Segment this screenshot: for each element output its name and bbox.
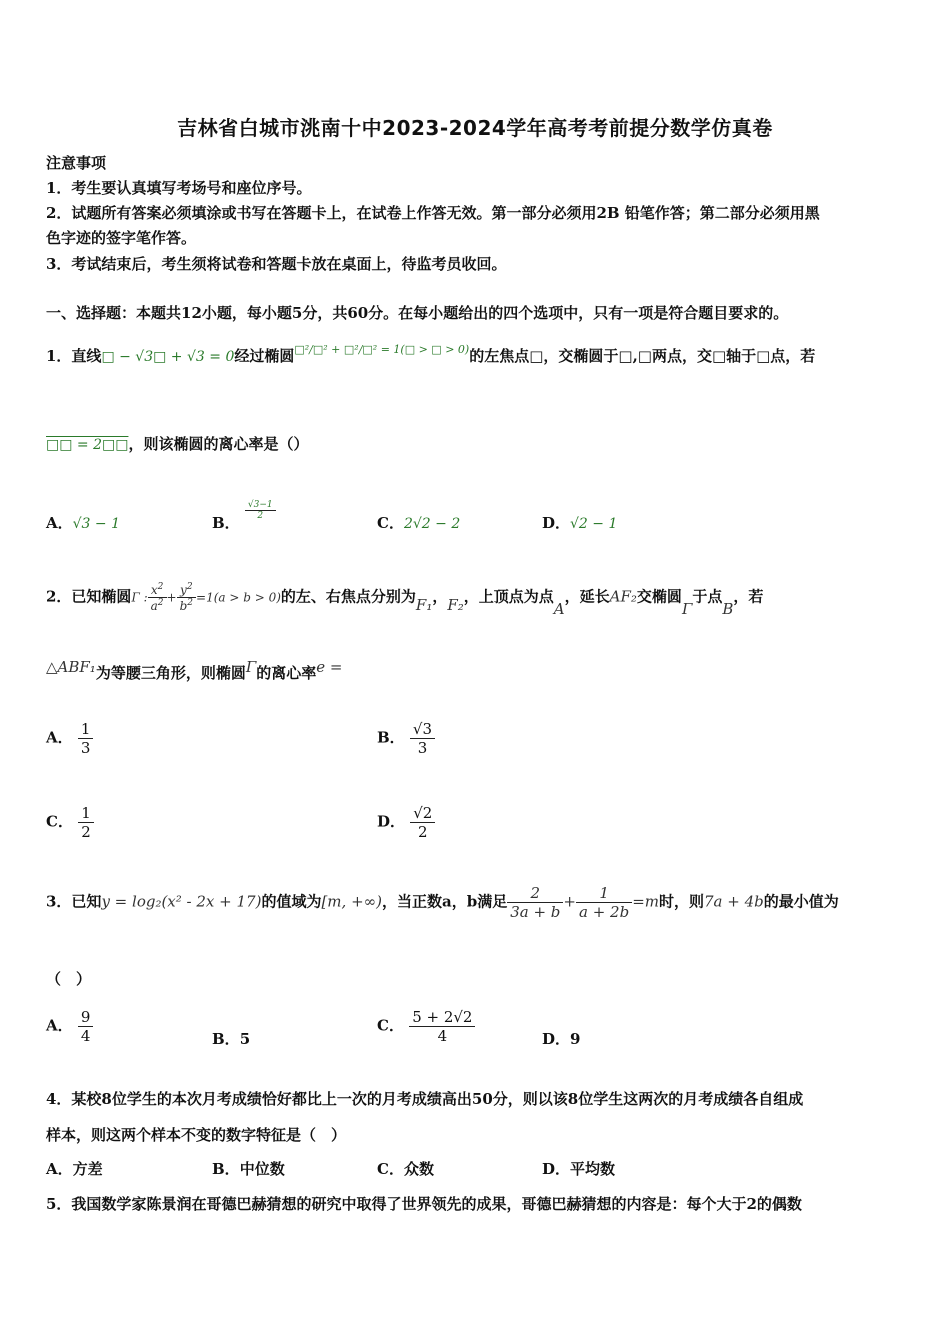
q2-option-d: D． $\frac{√2}{2}$ xyxy=(377,804,435,841)
q2-option-a: A． $\frac{1}{3}$ xyxy=(46,720,93,757)
question-2-stem: 2．已知椭圆Γ : $\frac{x^2}{a^2}$ + $\frac{y^2}{b^2}$ =1(a > b > 0)的左、右焦点分别为F₁，F₂，上顶点为点A，延长AF₂交椭圆Γ于点B，若 xyxy=(46,582,764,618)
q4-option-b: B．中位数 xyxy=(212,1160,285,1178)
notice-item-3: 3．考试结束后，考生须将试卷和答题卡放在桌面上，待监考员收回。 xyxy=(46,255,507,273)
question-5-stem: 5．我国数学家陈景润在哥德巴赫猜想的研究中取得了世界领先的成果，哥德巴赫猜想的内容是：每个大于2的偶数 xyxy=(46,1195,802,1213)
q1-vector-equation: □□ = 2□□ xyxy=(46,437,129,453)
question-3-stem: 3．已知y = log₂(x² - 2x + 17)的值域为[m, +∞)，当正数a，b满足 $\frac{2}{3a + b}$ + $\frac{1}{a + 2b}$ =m时，则7a + 4b的最小值为 xyxy=(46,884,839,921)
notice-item-1: 1．考生要认真填写考场号和座位序号。 xyxy=(46,179,312,197)
q2-ellipse-frac-2: $\frac{y^2}{b^2}$ xyxy=(177,582,196,613)
q3-function: y = log₂(x² - 2x + 17) xyxy=(101,892,262,911)
q1-option-b: B． $\frac{√3-1}{2}$ xyxy=(212,498,276,521)
q3-option-c: C． $\frac{5 + 2√2}{4}$ xyxy=(377,1008,475,1045)
q3-option-b: B．5 xyxy=(212,1030,251,1048)
q3-frac-2: $\frac{1}{a + 2b}$ xyxy=(576,884,632,921)
notice-item-2-cont: 色字迹的签字笔作答。 xyxy=(46,229,197,247)
q1-option-d: D．√2 − 1 xyxy=(542,514,618,532)
question-3-paren: （ ） xyxy=(46,970,92,988)
q1-option-a: A．√3 − 1 xyxy=(46,514,121,532)
q4-option-c: C．众数 xyxy=(377,1160,434,1178)
q1-option-c: C．2√2 − 2 xyxy=(377,514,461,532)
q2-option-b: B． $\frac{√3}{3}$ xyxy=(377,720,435,757)
page-title: 吉林省白城市洮南十中2023-2024学年高考考前提分数学仿真卷 xyxy=(177,116,773,140)
q4-option-d: D．平均数 xyxy=(542,1160,616,1178)
question-1-stem xyxy=(46,345,815,366)
question-4-stem: 4．某校8位学生的本次月考成绩恰好都比上一次的月考成绩高出50分，则以该8位学生这两次的月考成绩各自组成 xyxy=(46,1090,804,1108)
q3-option-a: A． $\frac{9}{4}$ xyxy=(46,1008,93,1045)
q1-text-2: 经过椭圆 xyxy=(234,347,295,365)
q3-range: [m, +∞) xyxy=(321,892,382,911)
q3-frac-1: $\frac{2}{3a + b}$ xyxy=(507,884,563,921)
q1-ellipse-equation: □²/□² + □²/□² = 1(□ > □ > 0) xyxy=(294,343,470,356)
q1-line-equation: □ − √3□ + √3 = 0 xyxy=(101,349,235,365)
notice-item-2: 2．试题所有答案必须填涂或书写在答题卡上，在试卷上作答无效。第一部分必须用2B 铅笔作答；第二部分必须用黑 xyxy=(46,204,820,222)
q2-option-c: C． $\frac{1}{2}$ xyxy=(46,804,94,841)
q2-gamma: Γ : xyxy=(131,590,148,605)
q3-option-d: D．9 xyxy=(542,1030,581,1048)
q1-text-4: ，则该椭圆的离心率是（） xyxy=(128,435,309,453)
question-2-stem-cont: △ABF₁为等腰三角形，则椭圆Γ的离心率e = xyxy=(46,658,343,682)
q1-text-3: 的左焦点□，交椭圆于□,□两点，交□轴于□点，若 xyxy=(469,347,816,365)
q2-ellipse-frac-1: $\frac{x^2}{a^2}$ xyxy=(148,582,167,613)
question-1-stem-cont xyxy=(46,433,308,454)
question-4-stem-cont: 样本，则这两个样本不变的数字特征是（ ） xyxy=(46,1126,347,1144)
section-heading: 一、选择题：本题共12小题，每小题5分，共60分。在每小题给出的四个选项中，只有一项是符合题目要求的。 xyxy=(46,304,789,322)
notice-heading: 注意事项 xyxy=(46,154,107,172)
q1-text-1: 1．直线 xyxy=(46,347,102,365)
q4-option-a: A．方差 xyxy=(46,1160,103,1178)
